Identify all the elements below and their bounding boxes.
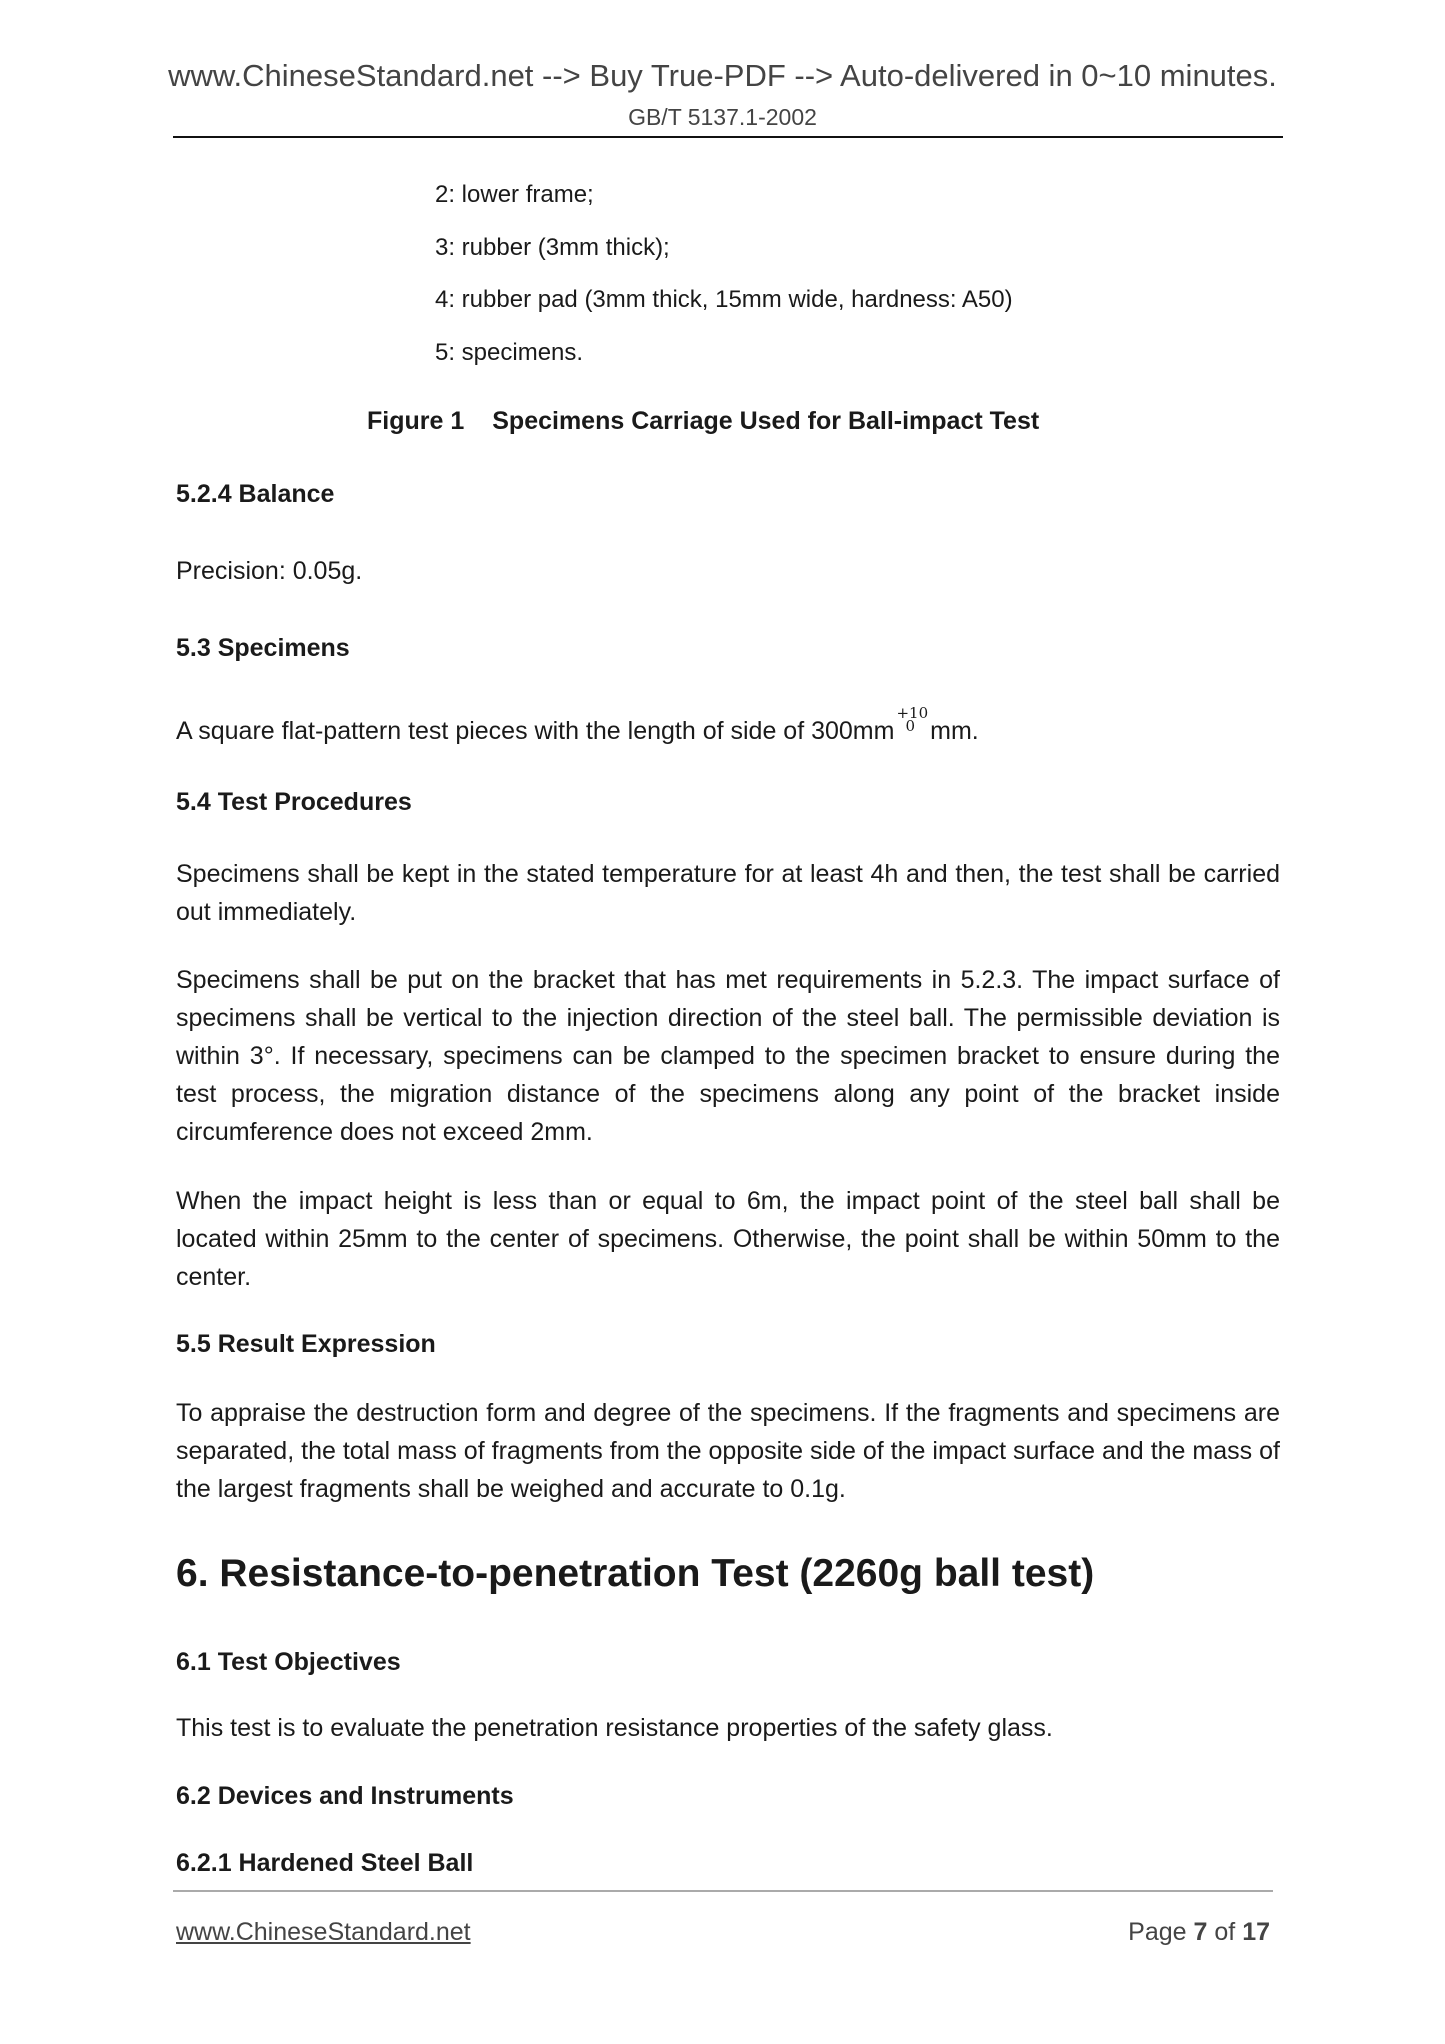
paragraph: To appraise the destruction form and degree of the specimens. If the fragments and specimens are separated, the total mass of fragments from the opposite side of the impact surface and the mass of the largest fragments shall be weighed and accurate to 0.1g. <box>176 1399 1280 1503</box>
legend-item: 5: specimens. <box>435 339 584 366</box>
legend-item: 4: rubber pad (3mm thick, 15mm wide, hardness: A50) <box>435 286 1013 313</box>
header-divider <box>173 136 1283 138</box>
paragraph: Specimens shall be kept in the stated temperature for at least 4h and then, the test shall be carried out immediately. <box>176 860 1280 926</box>
header-banner: www.ChineseStandard.net --> Buy True-PDF --> Auto-delivered in 0~10 minutes. <box>168 58 1277 93</box>
heading-5-3: 5.3 Specimens <box>176 634 350 662</box>
standard-number: GB/T 5137.1-2002 <box>628 104 817 130</box>
footer-divider <box>173 1890 1273 1892</box>
paragraph: This test is to evaluate the penetration resistance properties of the safety glass. <box>176 1714 1053 1742</box>
page-label: Page <box>1128 1918 1187 1946</box>
figure-caption <box>367 407 1039 436</box>
heading-6: 6. Resistance-to-penetration Test (2260g ball test) <box>176 1552 1095 1595</box>
tolerance-upper: +10 <box>896 704 929 722</box>
heading-6-1: 6.1 Test Objectives <box>176 1648 401 1676</box>
paragraph: Precision: 0.05g. <box>176 557 363 585</box>
footer-link[interactable]: www.ChineseStandard.net <box>176 1918 471 1946</box>
text: mm. <box>930 717 979 745</box>
paragraph: When the impact height is less than or equal to 6m, the impact point of the steel ball shall be located within 25mm to the center of specimens. Otherwise, the point shall be within 50mm to the center. <box>176 1187 1280 1291</box>
heading-6-2-1: 6.2.1 Hardened Steel Ball <box>176 1849 474 1877</box>
figure-number: Figure 1 <box>367 407 465 435</box>
paragraph-specimen-size <box>176 704 1280 750</box>
text: A square flat-pattern test pieces with the length of side of 300mm <box>176 717 895 745</box>
heading-5-4: 5.4 Test Procedures <box>176 788 412 816</box>
tolerance-lower: 0 <box>905 717 916 735</box>
heading-6-2: 6.2 Devices and Instruments <box>176 1782 514 1810</box>
tolerance <box>896 704 929 735</box>
figure-title: Specimens Carriage Used for Ball-impact Test <box>492 407 1040 435</box>
legend-item: 3: rubber (3mm thick); <box>435 234 670 261</box>
legend-item: 2: lower frame; <box>435 181 594 208</box>
page-indicator <box>1080 1918 1270 1947</box>
paragraph: Specimens shall be put on the bracket that has met requirements in 5.2.3. The impact surface of specimens shall be vertical to the injection direction of the steel ball. The permissible deviation is within 3°. If necessary, specimens can be clamped to the specimen bracket to ensure during the test process, the migration distance of the specimens along any point of the bracket inside circumference does not exceed 2mm. <box>176 966 1280 1146</box>
page-number: 7 <box>1193 1918 1208 1946</box>
heading-5-2-4: 5.2.4 Balance <box>176 480 335 508</box>
page-of: of <box>1214 1918 1236 1946</box>
heading-5-5: 5.5 Result Expression <box>176 1330 436 1358</box>
page-total: 17 <box>1242 1918 1270 1946</box>
